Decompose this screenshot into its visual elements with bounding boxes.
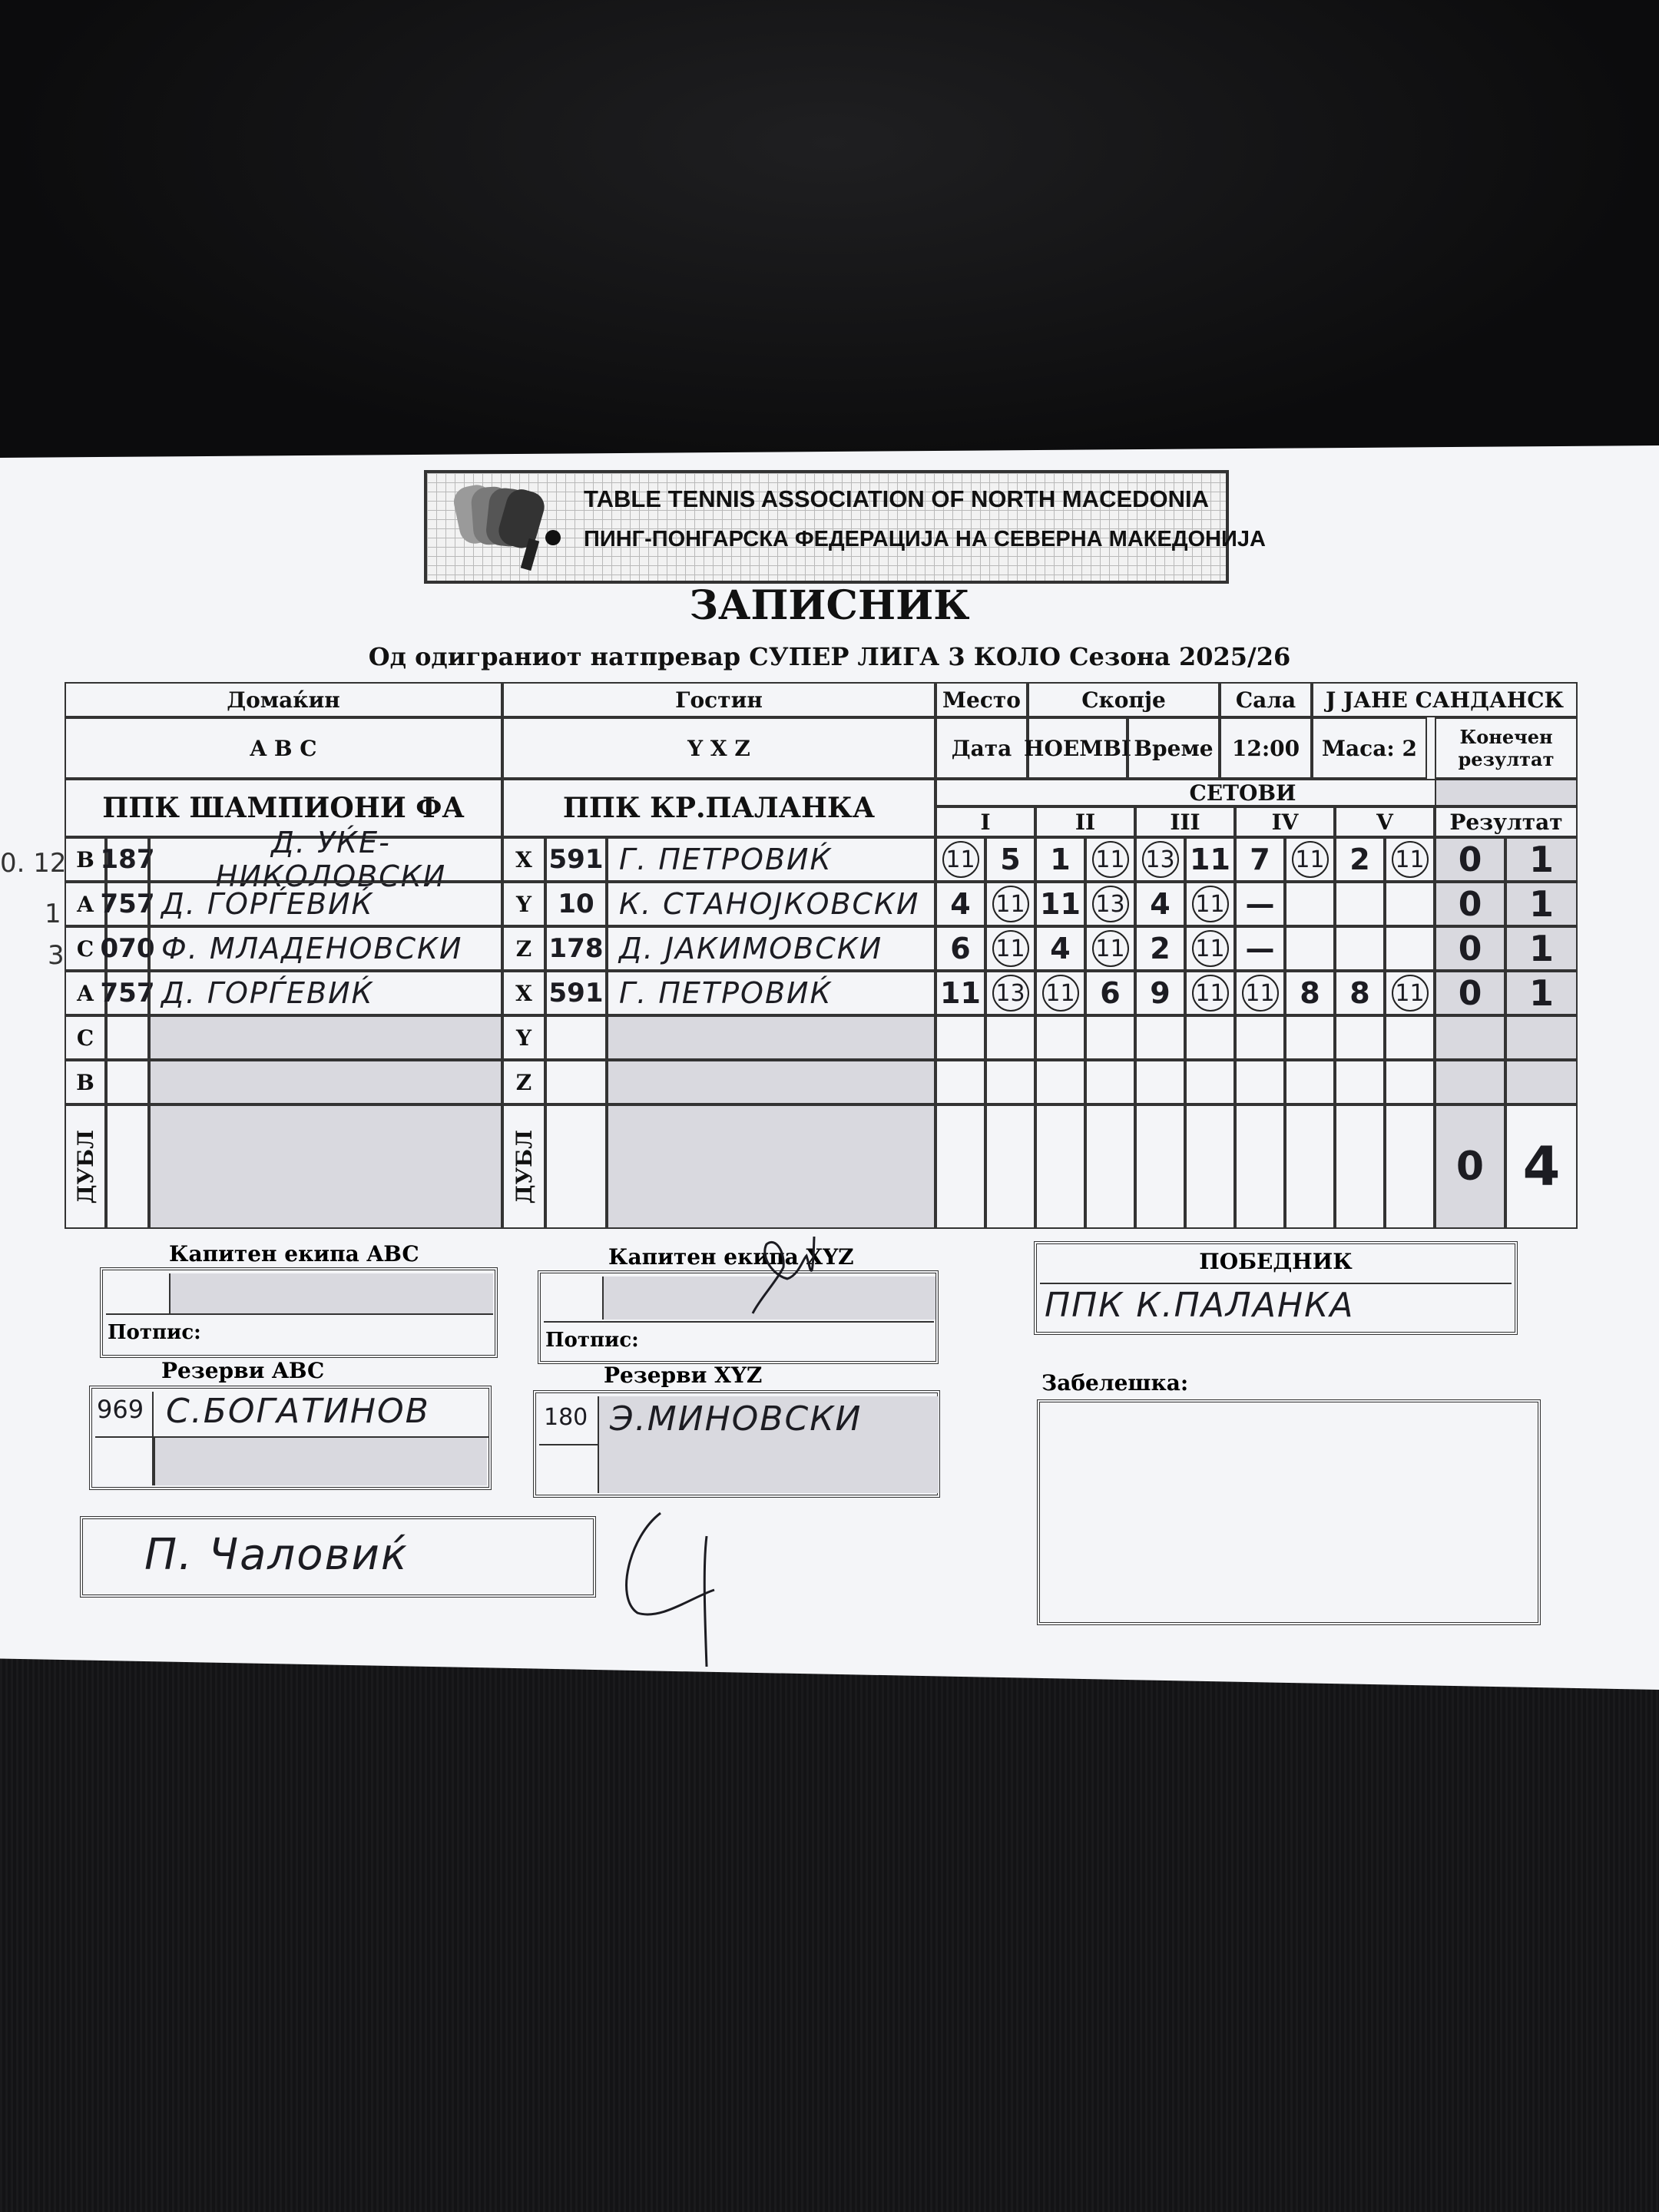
set-score-circled: 11 bbox=[942, 841, 979, 878]
set-score-circled: 11 bbox=[1392, 841, 1429, 878]
home-code: A B C bbox=[65, 717, 502, 779]
guest-reserves-label: Резерви XYZ bbox=[604, 1363, 763, 1388]
note-label: Забелешка: bbox=[1041, 1370, 1189, 1396]
set-score bbox=[1035, 837, 1085, 882]
set-score bbox=[1335, 882, 1385, 926]
sets-label: СЕТОВИ bbox=[935, 779, 1550, 806]
set-score bbox=[1285, 1015, 1335, 1060]
guest-number bbox=[545, 1060, 607, 1104]
set-score bbox=[1335, 837, 1385, 882]
captain-signature-icon bbox=[730, 1221, 845, 1329]
match-result-home: 0 bbox=[1435, 837, 1505, 882]
match-result-guest bbox=[1505, 1015, 1578, 1060]
home-sign-label: Потпис: bbox=[108, 1321, 201, 1344]
set-score bbox=[1185, 837, 1235, 882]
result-label: Резултат bbox=[1435, 806, 1578, 837]
set-score bbox=[1185, 926, 1235, 971]
guest-letter: Z bbox=[502, 1060, 545, 1104]
guest-reserve-number: 180 bbox=[544, 1404, 588, 1431]
set-score-value: 2 bbox=[1349, 843, 1370, 876]
set-score bbox=[935, 882, 985, 926]
set-score-value: 5 bbox=[1000, 843, 1021, 876]
set-score bbox=[1035, 882, 1085, 926]
home-player: Д. ГОРЃЕВИЌ bbox=[149, 882, 502, 926]
set-score-value: 4 bbox=[1150, 887, 1171, 921]
guest-letter: Y bbox=[502, 882, 545, 926]
final-result-blank bbox=[1435, 779, 1578, 806]
set-score-circled: 13 bbox=[1092, 886, 1129, 922]
set-score bbox=[1185, 1015, 1235, 1060]
set-score bbox=[1235, 971, 1285, 1015]
set-score bbox=[935, 1015, 985, 1060]
home-letter: B bbox=[65, 837, 106, 882]
doubles-label: ДУБЛ bbox=[72, 1129, 98, 1204]
total-guest: 4 bbox=[1505, 1104, 1578, 1229]
home-letter: C bbox=[65, 1015, 106, 1060]
guest-letter: X bbox=[502, 837, 545, 882]
winner-box bbox=[1034, 1241, 1518, 1335]
doubles-set-score bbox=[1035, 1104, 1085, 1229]
set-score bbox=[1135, 971, 1185, 1015]
match-result-home: 0 bbox=[1435, 882, 1505, 926]
set-score bbox=[1285, 971, 1335, 1015]
guest-team-name: ППК КР.ПАЛАНКА bbox=[502, 779, 935, 837]
doubles-set-score bbox=[1135, 1104, 1185, 1229]
paddle-logo-icon bbox=[449, 478, 565, 578]
guest-letter: X bbox=[502, 971, 545, 1015]
date-value: НОЕМВІ bbox=[1028, 717, 1128, 779]
home-doubles-label bbox=[65, 1104, 106, 1229]
set-score bbox=[1235, 837, 1285, 882]
set-score-circled: 11 bbox=[1392, 975, 1429, 1012]
referee-name: П. Чаловиќ bbox=[144, 1530, 409, 1580]
doubles-set-score bbox=[1185, 1104, 1235, 1229]
set-score bbox=[1385, 926, 1435, 971]
home-reserves-box bbox=[89, 1386, 492, 1490]
guest-doubles-numbers bbox=[545, 1104, 607, 1229]
set-score bbox=[1235, 882, 1285, 926]
home-team-name: ППК ШАМПИОНИ ФА bbox=[65, 779, 502, 837]
set-score-circled: 11 bbox=[1092, 930, 1129, 967]
place-value: Скопје bbox=[1028, 682, 1220, 717]
match-result-home: 0 bbox=[1435, 926, 1505, 971]
set-score-value: 11 bbox=[1190, 843, 1230, 876]
doubles-set-score bbox=[1235, 1104, 1285, 1229]
home-reserve-name: С.БОГАТИНОВ bbox=[166, 1392, 430, 1431]
set-score bbox=[1235, 1015, 1285, 1060]
doubles-set-score bbox=[985, 1104, 1035, 1229]
set-score bbox=[1285, 926, 1335, 971]
set-score bbox=[1085, 882, 1135, 926]
home-doubles-players bbox=[149, 1104, 502, 1229]
doubles-set-score bbox=[1285, 1104, 1335, 1229]
set-score bbox=[1085, 1060, 1135, 1104]
set-score bbox=[1385, 837, 1435, 882]
doubles-set-score bbox=[935, 1104, 985, 1229]
match-result-guest: 1 bbox=[1505, 882, 1578, 926]
match-result-home bbox=[1435, 1015, 1505, 1060]
set-score-value: 6 bbox=[1100, 976, 1121, 1010]
set-score bbox=[935, 837, 985, 882]
guest-number: 178 bbox=[545, 926, 607, 971]
doubles-label: ДУБЛ bbox=[511, 1129, 537, 1204]
home-label: Домаќин bbox=[65, 682, 502, 717]
set-score bbox=[1135, 837, 1185, 882]
set-score bbox=[1385, 1060, 1435, 1104]
guest-player bbox=[607, 1060, 935, 1104]
set-score bbox=[1335, 1060, 1385, 1104]
guest-letter: Y bbox=[502, 1015, 545, 1060]
home-number bbox=[106, 1060, 149, 1104]
set-score bbox=[1335, 926, 1385, 971]
referee-box bbox=[80, 1516, 596, 1598]
home-number: 070 bbox=[106, 926, 149, 971]
set-score-value: 4 bbox=[1050, 932, 1071, 965]
home-number: 757 bbox=[106, 971, 149, 1015]
set-score bbox=[1285, 882, 1335, 926]
home-number: 187 bbox=[106, 837, 149, 882]
set-score-circled: 11 bbox=[1192, 930, 1229, 967]
set-score bbox=[1185, 882, 1235, 926]
set-score-value: — bbox=[1245, 932, 1275, 965]
set-score bbox=[1285, 837, 1335, 882]
margin-note: 1 bbox=[45, 899, 61, 929]
set-score-circled: 11 bbox=[1242, 975, 1279, 1012]
match-result-guest: 1 bbox=[1505, 926, 1578, 971]
set-number: I bbox=[935, 806, 1035, 837]
set-score bbox=[985, 1015, 1035, 1060]
set-score-circled: 13 bbox=[992, 975, 1029, 1012]
table-number: Маса: 2 bbox=[1312, 717, 1427, 779]
set-score bbox=[1085, 837, 1135, 882]
home-letter: A bbox=[65, 971, 106, 1015]
set-score bbox=[985, 926, 1035, 971]
home-letter: A bbox=[65, 882, 106, 926]
set-score bbox=[1085, 926, 1135, 971]
set-score-circled: 11 bbox=[1092, 841, 1129, 878]
home-letter: C bbox=[65, 926, 106, 971]
set-score bbox=[985, 971, 1035, 1015]
set-score bbox=[1135, 1015, 1185, 1060]
home-captain-box bbox=[100, 1267, 498, 1358]
set-number: II bbox=[1035, 806, 1135, 837]
set-score bbox=[935, 1060, 985, 1104]
set-score bbox=[1135, 1060, 1185, 1104]
home-number bbox=[106, 1015, 149, 1060]
match-subtitle: Од одиграниот натпревар СУПЕР ЛИГА 3 КОЛО Сезона 2025/26 bbox=[368, 642, 1291, 671]
guest-captain-label: Капитен екипа XYZ bbox=[608, 1244, 854, 1270]
home-player bbox=[149, 1060, 502, 1104]
hall-value: Ј ЈАНЕ САНДАНСК bbox=[1312, 682, 1578, 717]
set-score bbox=[1085, 1015, 1135, 1060]
doubles-set-score bbox=[1335, 1104, 1385, 1229]
set-score bbox=[1035, 926, 1085, 971]
set-score-circled: 11 bbox=[1192, 886, 1229, 922]
set-score bbox=[1135, 882, 1185, 926]
guest-player: Г. ПЕТРОВИЌ bbox=[607, 971, 935, 1015]
match-result-home: 0 bbox=[1435, 971, 1505, 1015]
total-home: 0 bbox=[1435, 1104, 1505, 1229]
match-result-guest: 1 bbox=[1505, 971, 1578, 1015]
org-name-macedonian: ПИНГ-ПОНГАРСКА ФЕДЕРАЦИЈА НА СЕВЕРНА МАКЕДОНИЈА bbox=[584, 527, 1266, 551]
guest-sign-label: Потпис: bbox=[545, 1329, 639, 1352]
set-score-value: 8 bbox=[1349, 976, 1370, 1010]
set-score bbox=[1235, 926, 1285, 971]
guest-number: 10 bbox=[545, 882, 607, 926]
set-score-circled: 13 bbox=[1142, 841, 1179, 878]
set-number: V bbox=[1335, 806, 1435, 837]
set-score-circled: 11 bbox=[992, 930, 1029, 967]
dark-background-top bbox=[0, 0, 1659, 476]
home-reserves-label: Резерви ABC bbox=[161, 1358, 325, 1383]
set-score bbox=[1035, 1060, 1085, 1104]
set-score-value: 6 bbox=[950, 932, 971, 965]
time-label: Време bbox=[1128, 717, 1220, 779]
set-score bbox=[935, 971, 985, 1015]
set-score bbox=[1385, 882, 1435, 926]
match-result-guest bbox=[1505, 1060, 1578, 1104]
home-player bbox=[149, 1015, 502, 1060]
set-score bbox=[985, 1060, 1035, 1104]
set-score-value: 11 bbox=[940, 976, 981, 1010]
guest-code: Y X Z bbox=[502, 717, 935, 779]
set-score bbox=[1385, 971, 1435, 1015]
set-score-value: 8 bbox=[1300, 976, 1320, 1010]
date-label: Дата bbox=[935, 717, 1028, 779]
place-label: Место bbox=[935, 682, 1028, 717]
time-value: 12:00 bbox=[1220, 717, 1312, 779]
guest-number bbox=[545, 1015, 607, 1060]
set-score-value: 7 bbox=[1250, 843, 1270, 876]
org-name-english: TABLE TENNIS ASSOCIATION OF NORTH MACEDONIA bbox=[584, 485, 1210, 512]
winner-value: ППК К.ПАЛАНКА bbox=[1045, 1286, 1355, 1325]
margin-note: 3 bbox=[48, 940, 65, 971]
set-score bbox=[1385, 1015, 1435, 1060]
home-player: Д. ГОРЃЕВИЌ bbox=[149, 971, 502, 1015]
set-score-circled: 11 bbox=[1192, 975, 1229, 1012]
set-score bbox=[1185, 971, 1235, 1015]
set-number: III bbox=[1135, 806, 1235, 837]
match-result-guest: 1 bbox=[1505, 837, 1578, 882]
page-title: ЗАПИСНИК bbox=[689, 582, 970, 629]
set-score bbox=[985, 882, 1035, 926]
set-score bbox=[985, 837, 1035, 882]
hall-label: Сала bbox=[1220, 682, 1312, 717]
set-score bbox=[1085, 971, 1135, 1015]
margin-note: 0. 12 bbox=[0, 848, 67, 879]
home-doubles-numbers bbox=[106, 1104, 149, 1229]
set-score-circled: 11 bbox=[1042, 975, 1079, 1012]
guest-doubles-label bbox=[502, 1104, 545, 1229]
set-score-value: 9 bbox=[1150, 976, 1171, 1010]
set-score bbox=[1285, 1060, 1335, 1104]
guest-label: Гостин bbox=[502, 682, 935, 717]
set-score bbox=[1335, 1015, 1385, 1060]
note-box bbox=[1037, 1399, 1541, 1625]
home-reserve-number: 969 bbox=[97, 1395, 144, 1424]
final-result-label: Конечен резултат bbox=[1435, 717, 1578, 779]
guest-player: Г. ПЕТРОВИЌ bbox=[607, 837, 935, 882]
guest-player: К. СТАНОЈКОВСКИ bbox=[607, 882, 935, 926]
guest-player bbox=[607, 1015, 935, 1060]
guest-letter: Z bbox=[502, 926, 545, 971]
referee-signature-icon bbox=[607, 1505, 737, 1674]
set-score bbox=[935, 926, 985, 971]
set-score-value: 11 bbox=[1040, 887, 1081, 921]
set-score bbox=[1185, 1060, 1235, 1104]
dark-surface-bottom bbox=[0, 1644, 1659, 2212]
guest-number: 591 bbox=[545, 971, 607, 1015]
set-score-value: 1 bbox=[1050, 843, 1071, 876]
doubles-set-score bbox=[1085, 1104, 1135, 1229]
doubles-set-score bbox=[1385, 1104, 1435, 1229]
home-player: Ф. МЛАДЕНОВСКИ bbox=[149, 926, 502, 971]
guest-reserve-name: Э.МИНОВСКИ bbox=[610, 1399, 863, 1439]
set-number: IV bbox=[1235, 806, 1335, 837]
set-score-circled: 11 bbox=[992, 886, 1029, 922]
set-score-circled: 11 bbox=[1292, 841, 1329, 878]
home-player: Д. УЌЕ-НИКОЛОВСКИ bbox=[149, 837, 502, 882]
home-letter: B bbox=[65, 1060, 106, 1104]
set-score bbox=[1035, 1015, 1085, 1060]
set-score bbox=[1135, 926, 1185, 971]
score-table bbox=[65, 682, 1578, 1229]
set-score-value: — bbox=[1245, 887, 1275, 921]
set-score-value: 4 bbox=[950, 887, 971, 921]
home-captain-label: Капитен екипа ABC bbox=[169, 1241, 419, 1267]
guest-player: Д. ЈАКИМОВСКИ bbox=[607, 926, 935, 971]
home-number: 757 bbox=[106, 882, 149, 926]
guest-doubles-players bbox=[607, 1104, 935, 1229]
guest-number: 591 bbox=[545, 837, 607, 882]
guest-reserves-box bbox=[533, 1390, 940, 1498]
winner-label: ПОБЕДНИК bbox=[1199, 1249, 1353, 1274]
set-score bbox=[1235, 1060, 1285, 1104]
set-score-value: 2 bbox=[1150, 932, 1171, 965]
match-result-home bbox=[1435, 1060, 1505, 1104]
set-score bbox=[1035, 971, 1085, 1015]
set-score bbox=[1335, 971, 1385, 1015]
